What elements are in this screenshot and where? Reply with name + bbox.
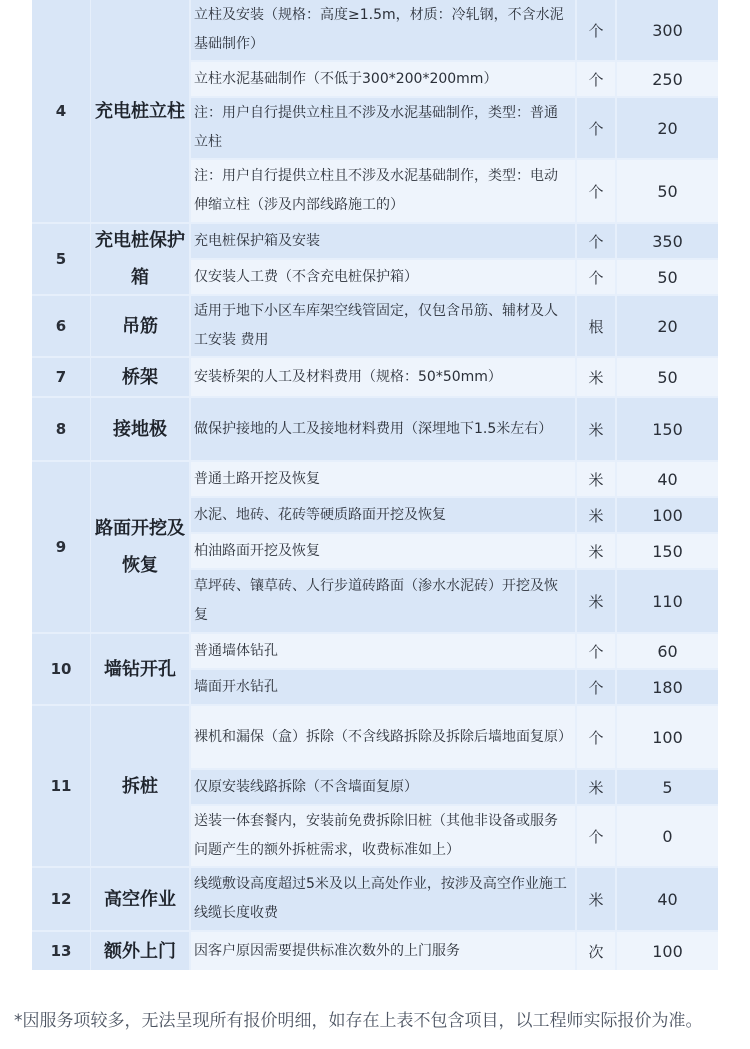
group-name: 高空作业 <box>91 868 189 930</box>
item-unit: 米 <box>577 398 615 460</box>
item-unit: 个 <box>577 806 615 866</box>
table-row <box>191 770 718 804</box>
group-number: 8 <box>32 398 90 460</box>
table-row <box>191 806 718 866</box>
group-name: 接地极 <box>91 398 189 460</box>
group-name: 拆桩 <box>91 706 189 866</box>
item-description: 仅安装人工费（不含充电桩保护箱） <box>191 260 575 294</box>
item-description: 立柱水泥基础制作（不低于300*200*200mm） <box>191 62 575 96</box>
group-9 <box>32 462 718 632</box>
group-number: 11 <box>32 706 90 866</box>
table-row <box>191 296 718 356</box>
item-unit: 次 <box>577 932 615 970</box>
table-row <box>191 160 718 222</box>
item-unit: 个 <box>577 706 615 768</box>
group-name: 桥架 <box>91 358 189 396</box>
item-price: 20 <box>617 296 718 356</box>
group-number: 13 <box>32 932 90 970</box>
item-description: 送装一体套餐内，安装前免费拆除旧桩（其他非设备或服务问题产生的额外拆桩需求，收费标准如上） <box>191 806 575 866</box>
item-unit: 米 <box>577 868 615 930</box>
item-description: 仅原安装线路拆除（不含墙面复原） <box>191 770 575 804</box>
group-4 <box>32 0 718 222</box>
item-price: 300 <box>617 0 718 60</box>
item-description: 注：用户自行提供立柱且不涉及水泥基础制作，类型：普通立柱 <box>191 98 575 158</box>
table-row <box>191 932 718 970</box>
group-name: 充电桩立柱 <box>91 0 189 222</box>
table-row <box>191 570 718 632</box>
table-row <box>191 62 718 96</box>
table-row <box>191 670 718 704</box>
group-5 <box>32 224 718 294</box>
item-description: 安装桥架的人工及材料费用（规格：50*50mm） <box>191 358 575 396</box>
group-12 <box>32 868 718 930</box>
table-row <box>191 534 718 568</box>
item-unit: 米 <box>577 534 615 568</box>
item-price: 110 <box>617 570 718 632</box>
item-description: 线缆敷设高度超过5米及以上高处作业，按涉及高空作业施工线缆长度收费 <box>191 868 575 930</box>
item-unit: 个 <box>577 160 615 222</box>
item-unit: 个 <box>577 670 615 704</box>
group-7 <box>32 358 718 396</box>
item-unit: 个 <box>577 0 615 60</box>
item-price: 60 <box>617 634 718 668</box>
item-unit: 个 <box>577 62 615 96</box>
group-number: 7 <box>32 358 90 396</box>
group-number: 6 <box>32 296 90 356</box>
group-number: 12 <box>32 868 90 930</box>
group-name: 充电桩保护箱 <box>91 224 189 294</box>
table-row <box>191 224 718 258</box>
table-row <box>191 398 718 460</box>
group-8 <box>32 398 718 460</box>
item-price: 40 <box>617 462 718 496</box>
item-price: 100 <box>617 932 718 970</box>
group-10 <box>32 634 718 704</box>
item-description: 适用于地下小区车库架空线管固定，仅包含吊筋、辅材及人工安装 费用 <box>191 296 575 356</box>
item-unit: 米 <box>577 358 615 396</box>
item-price: 100 <box>617 706 718 768</box>
group-number: 9 <box>32 462 90 632</box>
item-description: 水泥、地砖、花砖等硬质路面开挖及恢复 <box>191 498 575 532</box>
item-price: 50 <box>617 160 718 222</box>
item-unit: 米 <box>577 498 615 532</box>
table-row <box>191 868 718 930</box>
table-row <box>191 260 718 294</box>
item-price: 150 <box>617 398 718 460</box>
item-price: 50 <box>617 260 718 294</box>
table-row <box>191 462 718 496</box>
item-description: 普通墙体钻孔 <box>191 634 575 668</box>
item-price: 50 <box>617 358 718 396</box>
group-13 <box>32 932 718 970</box>
item-description: 注：用户自行提供立柱且不涉及水泥基础制作，类型：电动伸缩立柱（涉及内部线路施工的） <box>191 160 575 222</box>
item-unit: 个 <box>577 224 615 258</box>
table-row <box>191 98 718 158</box>
group-number: 5 <box>32 224 90 294</box>
group-name: 路面开挖及恢复 <box>91 462 189 632</box>
item-unit: 根 <box>577 296 615 356</box>
item-description: 柏油路面开挖及恢复 <box>191 534 575 568</box>
group-number: 4 <box>32 0 90 222</box>
item-unit: 个 <box>577 260 615 294</box>
group-name: 墙钻开孔 <box>91 634 189 704</box>
item-unit: 个 <box>577 634 615 668</box>
group-number: 10 <box>32 634 90 704</box>
table-row <box>191 706 718 768</box>
item-description: 因客户原因需要提供标准次数外的上门服务 <box>191 932 575 970</box>
item-price: 5 <box>617 770 718 804</box>
item-price: 250 <box>617 62 718 96</box>
item-unit: 个 <box>577 98 615 158</box>
item-unit: 米 <box>577 770 615 804</box>
item-price: 40 <box>617 868 718 930</box>
group-11 <box>32 706 718 866</box>
price-table <box>32 0 718 970</box>
item-description: 做保护接地的人工及接地材料费用（深埋地下1.5米左右） <box>191 398 575 460</box>
item-unit: 米 <box>577 462 615 496</box>
item-price: 180 <box>617 670 718 704</box>
table-row <box>191 0 718 60</box>
table-row <box>191 498 718 532</box>
item-description: 墙面开水钻孔 <box>191 670 575 704</box>
table-row <box>191 634 718 668</box>
item-price: 100 <box>617 498 718 532</box>
group-name: 吊筋 <box>91 296 189 356</box>
item-price: 150 <box>617 534 718 568</box>
item-unit: 米 <box>577 570 615 632</box>
group-6 <box>32 296 718 356</box>
item-description: 裸机和漏保（盒）拆除（不含线路拆除及拆除后墙地面复原） <box>191 706 575 768</box>
group-name: 额外上门 <box>91 932 189 970</box>
item-description: 充电桩保护箱及安装 <box>191 224 575 258</box>
footnote: *因服务项较多，无法呈现所有报价明细，如存在上表不包含项目，以工程师实际报价为准。 <box>14 1011 703 1031</box>
table-row <box>191 358 718 396</box>
item-description: 立柱及安装（规格：高度≥1.5m，材质：冷轧钢，不含水泥基础制作） <box>191 0 575 60</box>
item-description: 普通土路开挖及恢复 <box>191 462 575 496</box>
item-price: 0 <box>617 806 718 866</box>
item-price: 20 <box>617 98 718 158</box>
item-price: 350 <box>617 224 718 258</box>
item-description: 草坪砖、镶草砖、人行步道砖路面（渗水水泥砖）开挖及恢复 <box>191 570 575 632</box>
